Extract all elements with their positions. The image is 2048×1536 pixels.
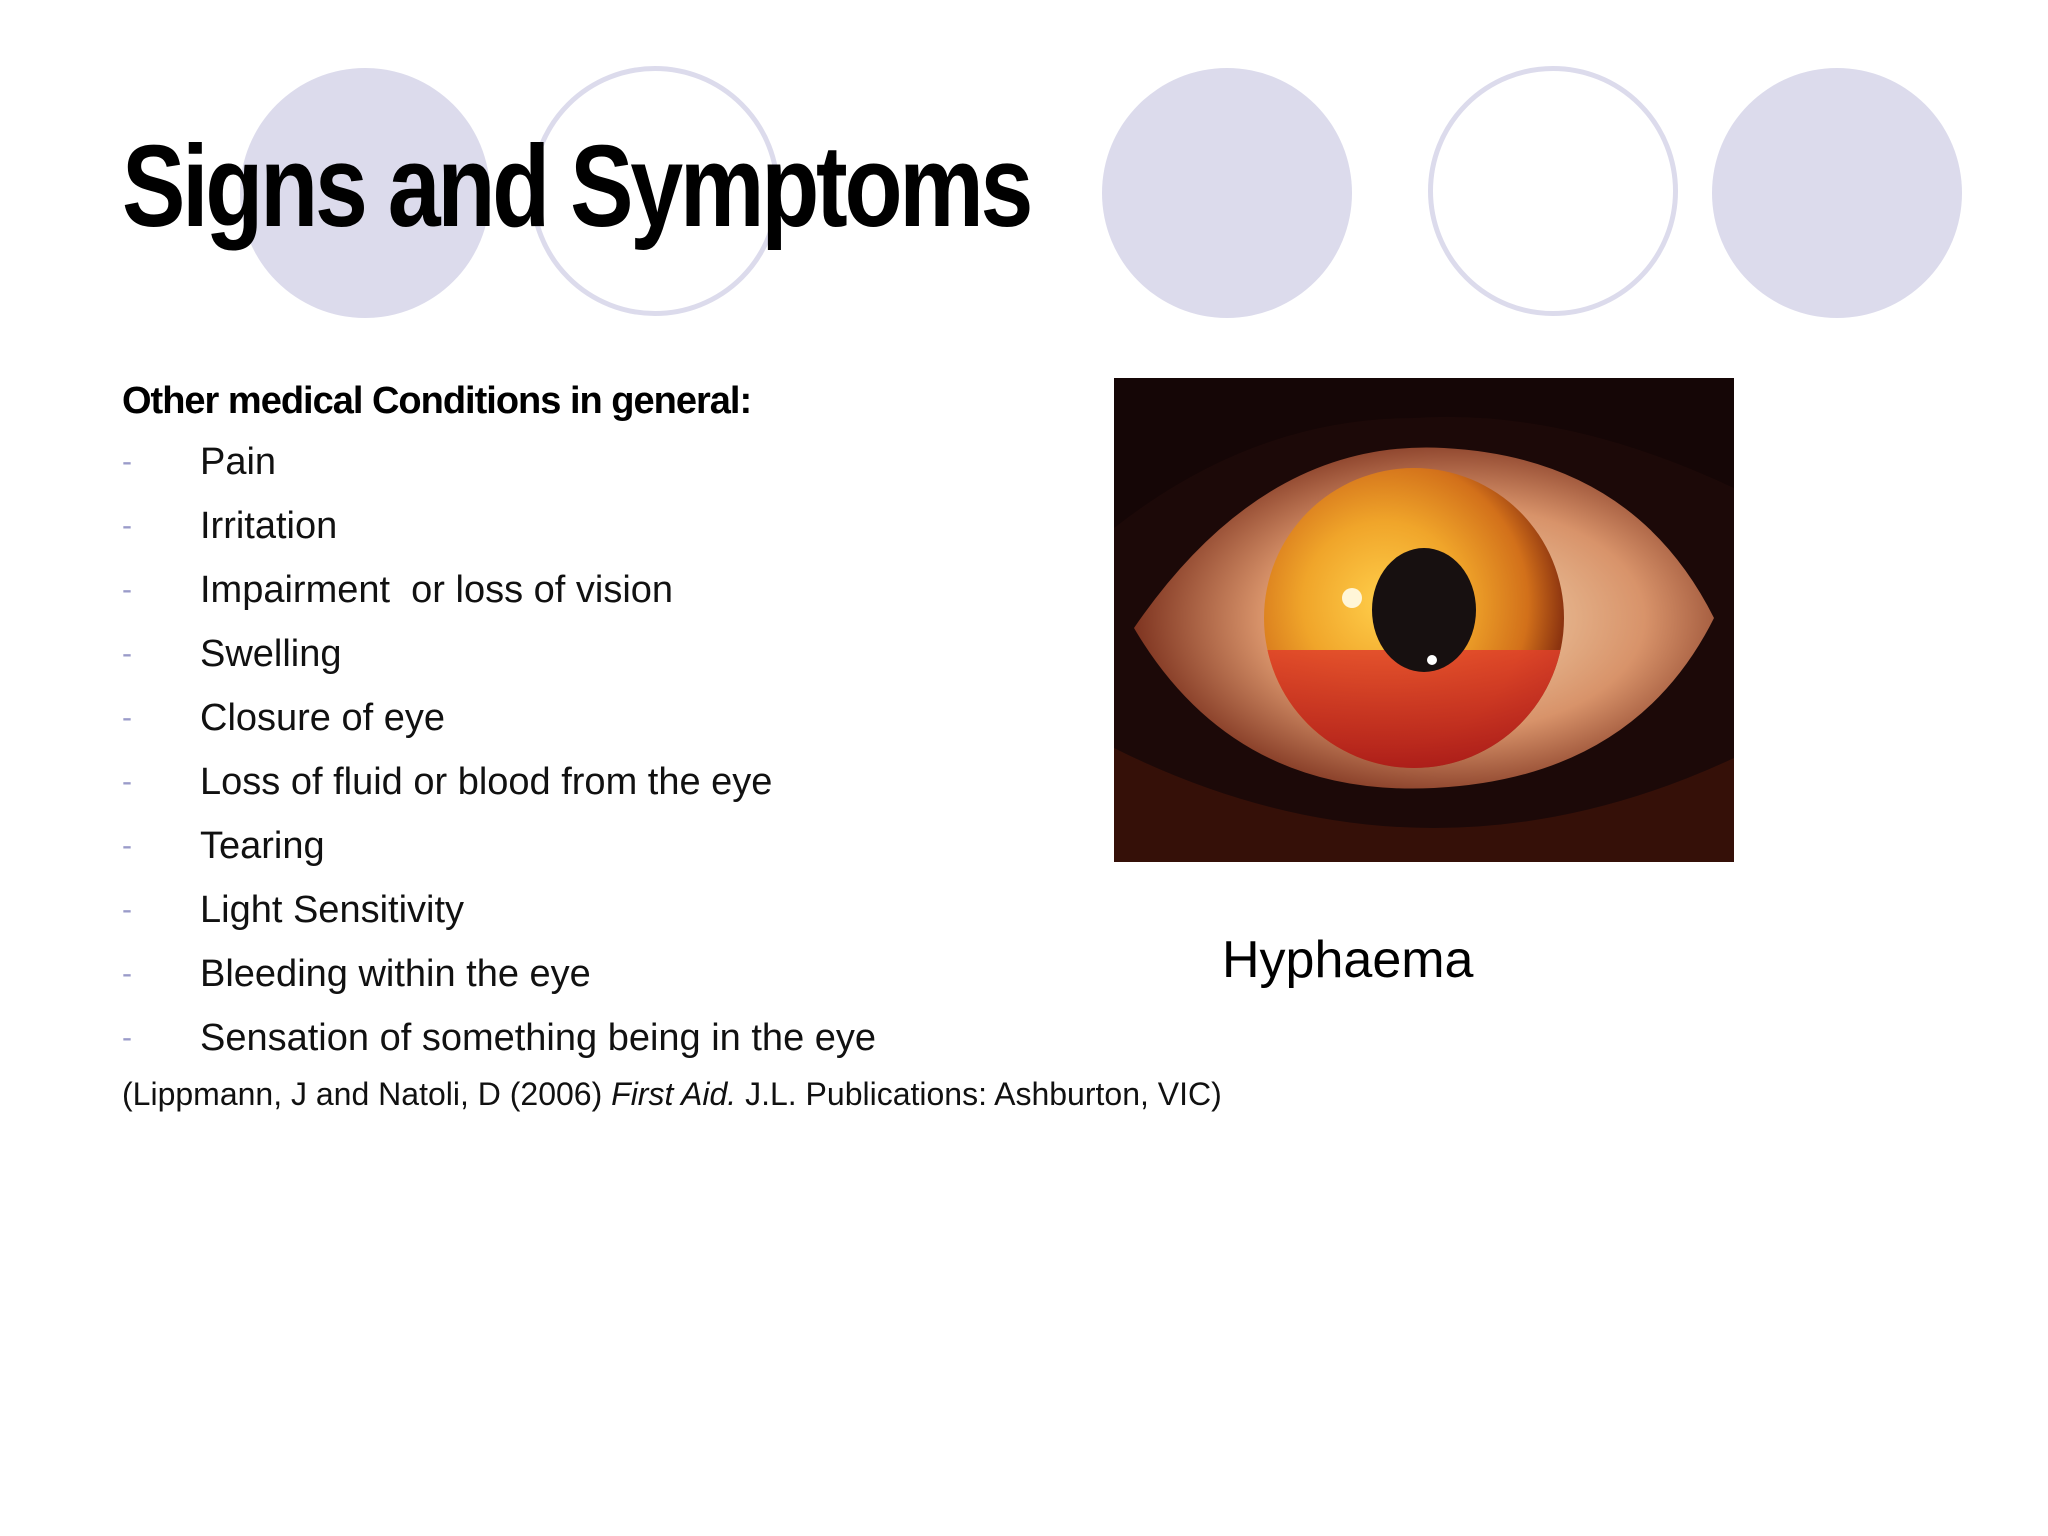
- slide-title: Signs and Symptoms: [122, 121, 1031, 251]
- list-item: [122, 494, 1182, 558]
- list-item-text: Swelling: [200, 633, 342, 675]
- decorative-circle-ring: [1428, 66, 1678, 316]
- decorative-circle: [1712, 68, 1962, 318]
- list-item-text: Bleeding within the eye: [200, 953, 591, 995]
- section-heading: Other medical Conditions in general:: [122, 380, 752, 422]
- citation: [122, 1072, 1222, 1116]
- eye-photo: [1114, 378, 1734, 862]
- list-item: [122, 622, 1182, 686]
- bullet-dash: -: [122, 957, 132, 990]
- bullet-dash: -: [122, 509, 132, 542]
- bullet-dash: -: [122, 701, 132, 734]
- list-item: [122, 686, 1182, 750]
- list-item: [122, 558, 1182, 622]
- bullet-dash: -: [122, 829, 132, 862]
- list-item: [122, 1006, 1182, 1070]
- bullet-dash: -: [122, 637, 132, 670]
- slide-body: [122, 372, 1222, 1116]
- list-item-text: Loss of fluid or blood from the eye: [200, 761, 773, 803]
- list-item: [122, 814, 1182, 878]
- list-item-text: Irritation: [200, 505, 338, 547]
- list-item-text: Light Sensitivity: [200, 889, 465, 931]
- citation-book-title: First Aid.: [611, 1076, 737, 1112]
- list-item-text: Impairment or loss of vision: [200, 569, 674, 611]
- bullet-dash: -: [122, 1021, 132, 1054]
- eye-illustration: [1114, 378, 1734, 862]
- list-item-text: Tearing: [200, 825, 325, 867]
- bullet-dash: -: [122, 445, 132, 478]
- citation-publisher: J.L. Publications: Ashburton, VIC): [736, 1076, 1222, 1112]
- list-item: [122, 878, 1182, 942]
- list-item-text: Closure of eye: [200, 697, 446, 739]
- bullet-dash: -: [122, 893, 132, 926]
- citation-text: (Lippmann, J and Natoli, D (2006): [122, 1076, 612, 1112]
- list-item-text: Sensation of something being in the eye: [200, 1017, 877, 1059]
- bullet-dash: -: [122, 573, 132, 606]
- symptom-list: [122, 430, 1182, 1070]
- list-item-text: Pain: [200, 441, 277, 483]
- image-caption: Hyphaema: [1222, 931, 1474, 989]
- bullet-dash: -: [122, 765, 132, 798]
- list-item: [122, 942, 1182, 1006]
- list-item: [122, 750, 1182, 814]
- decorative-circle: [1102, 68, 1352, 318]
- list-item: [122, 430, 1182, 494]
